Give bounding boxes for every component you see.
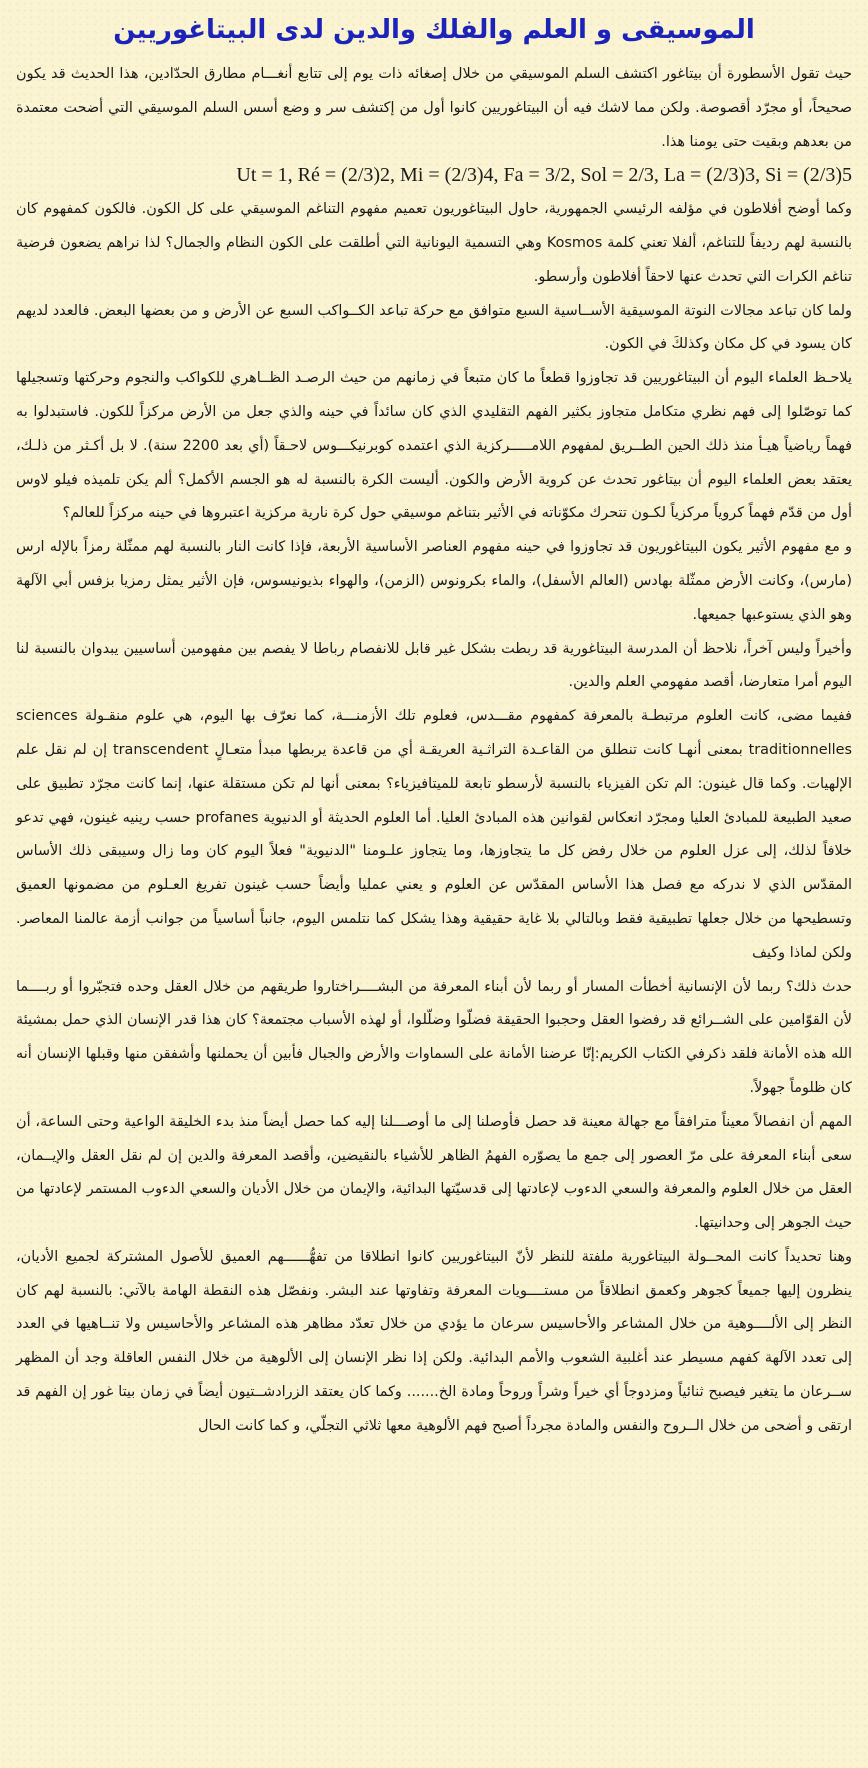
paragraph-3: ولما كان تباعد مجالات النوتة الموسيقية الأســاسية السبع متوافق مع حركة تباعد الكــواكب السبع عن الأرض و من بعضها البعض. فالعدد لديهم كان يسود في كل مكان وكذلكَ في الكون. [16, 302, 852, 353]
paragraph-6: وأخيراً وليس آخراً، نلاحظ أن المدرسة البيتاغورية قد ربطت بشكل غير قابل للانفصام رباطا لا يفصم بين مفهومين أساسيين يبدوان بالنسبة لنا اليوم أمرا متعارضا، أقصد مفهومي العلم والدين. [16, 640, 852, 691]
paragraph-2: وكما أوضح أفلاطون في مؤلفه الرئيسي الجمهورية، حاول البيتاغوريون تعميم مفهوم التناغم الموسيقي على كل الكون. فالكون كمفهوم كان بالنسبة لهم رديفاً للتناغم، ألفلا تعني كلمة Kosmos وهي التسمية اليونانية التي أطلقت على الكون النظام والجمال؟ لذا نراهم يضعون فرضية تناغم الكرات التي تحدث عنها لاحقاً أفلاطون وأرسطو. [16, 201, 852, 285]
musical-notes-ratios: Ut = 1, Ré = (2/3)2, Mi = (2/3)4, Fa = 3/2, Sol = 2/3, La = (2/3)3, Si = (2/3)5 [236, 164, 852, 187]
paragraph-5: و مع مفهوم الأثير يكون البيتاغوريون قد تجاوزوا في حينه مفهوم العناصر الأساسية الأربعة، فإذا كانت النار بالنسبة لهم ممثّلة رمزاً بالإله ارس (مارس)، وكانت الأرض ممثّلة بهادس (العالم الأسفل)، والماء بكرونوس (الزمن)، والهواء بذيونيسوس، فإن الأثير يمثل رمزيا بزفس أبي الآلهة وهو الذي يستوعبها جميعها. [16, 539, 852, 623]
paragraph-4: يلاحـظ العلماء اليوم أن البيتاغوريين قد تجاوزوا قطعاً ما كان متبعاً في زمانهم من حيث الرصـد الظــاهري للكواكب والنجوم وحركتها وتسجيلها كما توصّلوا إلى فهم نظري متكامل متجاوز بكثير الفهم التقليدي الذي كان سائداً في حينه والذي جعل من الأرض مركزاً للكون. فاستبدلوا به فهماً رياضياً هيـأ منذ ذلك الحين الطــريق لمفهوم اللامـــــركزية الذي اعتمده كوبرنيكـــوس لاحـقاً (أي بعد 2200 سنة). لا بل أكـثر من ذلـك، يعتقد بعض العلماء اليوم أن بيتاغور تحدث عن كروية الأرض والكون. أليست الكرة بالنسبة له هو الجسم الأكمل؟ ألم يكن تلميذه فيلو لاوس أول من قدّم فهماً كروياً مركزياً لكـون تتحرك مكوّناته في الأثير بتناغم موسيقي حول كرة نارية مركزية اعتبروها في حينه مركزاً للعالم؟ [16, 370, 852, 522]
paragraph-7: ففيما مضى، كانت العلوم مرتبطـة بالمعرفة كمفهوم مقـــدس، فعلوم تلك الأزمنـــة، كما نعرّف بها اليوم، هي علوم منقـولة sciences traditionnelles بمعنى أنهـا كانت تنطلق من القاعـدة التراثـية العريقـة أي من قاعدة يربطها مبدأ متعـالٍ transcendent إن لم نقل علم الإلهيات. وكما قال غينون: الم تكن الفيزياء بالنسبة لأرسطو تابعة للميتافيزياء؟ بمعنى أنها لم تكن مستقلة عنها، إنما كانت مجرّد تطبيق على صعيد الطبيعة للمبادئ العليا ومجرّد انعكاس لقوانين هذه المبادئ العليا. أما العلوم الحديثة أو الدنيوية profanes حسب رينيه غينون، فهي تدعو خلافاً لذلك، إلى عزل العلوم من خلال رفض كل ما يتجاوزها، وما يتجاوز علـومنا "الدنيوية" فعلاً اليوم كان وما زال وسيبقى ذلك الأساس المقدّس الذي لا ندركه مع فصل هذا الأساس المقدّس عن العلوم و يعني عمليا وأيضاً حسب غينون تفريغ العـلوم من مضمونها العميق وتسطيحها من خلال جعلها تطبيقية فقط وبالتالي بلا غاية حقيقية وهذا يشكل كما نتلمس اليوم، جانباً أساسياً من جوانب أزمة عالمنا المعاصر. ولكن لماذا وكيف [16, 708, 852, 961]
paragraph-1: حيث تقول الأسطورة أن بيتاغور اكتشف السلم الموسيقي من خلال إصغائه ذات يوم إلى تتابع أنغـــام مطارق الحدّادين، هذا الحديث قد يكون صحيحاً، أو مجرّد أقصوصة. ولكن مما لاشك فيه أن البيتاغوريين كانوا أول من إكتشف سر و وضع أسس السلم الموسيقي التي أضحت معتمدة من بعدهم وبقيت حتى يومنا هذا. [16, 66, 852, 150]
page-title: الموسيقى و العلم والفلك والدين لدى البيتاغوريين [113, 15, 755, 45]
paragraph-9: المهم أن انفصالاً معيناً مترافقاً مع جهالة معينة قد حصل فأوصلنا إلى ما أوصـــلنا إليه كما حصل أيضاً منذ بدء الخليقة الواعية وحتى الساعة، أن سعى أبناء المعرفة على مرّ العصور إلى جمع ما يصوّره الفهمُ الظاهر للأشياء بالنقيضين، وأقصد المعرفة والدين إن لم نقل العقل والإيــمان، العقل من خلال العلوم والمعرفة والسعي الدءوب لإعادتها إلى قدسيّتها البدائية، والإيمان من خلال الأديان والسعي الدءوب المستمر لإعادتها من حيث الجوهر إلى وحدانيتها. [16, 1113, 852, 1232]
paragraph-8: حدث ذلك؟ ربما لأن الإنسانية أخطأت المسار أو ربما لأن أبناء المعرفة من البشــــراختاروا طريقهم من خلال العقل وحده فتجبّروا أو ربــــما لأن القوّامين على الشــرائع قد رفضوا العقل وحجبوا الحقيقة فضلّوا وضلّلوا، أو لهذه الأسباب مجتمعة؟ كان هذا قدر الإنسان الذي حمل بمشيئة الله هذه الأمانة فلقد ذكرفي الكتاب الكريم:إنّا عرضنا الأمانة على السماوات والأرض والجبال فأبين أن يحملنها وأشفقن منها وقبلها الإنسان أنه كان ظلوماً جهولاً. [16, 978, 852, 1096]
paragraph-10: وهنا تحديداً كانت المحــولة البيتاغورية ملفتة للنظر لأنّ البيتاغوريين كانوا انطلاقا من تفهُّــــــهم العميق للأصول المشتركة لجميع الأديان، ينظرون إليها جميعاً كجوهر وكعمق انطلاقاً من مستــــويات المعرفة وتفاوتها عند البشر. ونفصّل هذه النقطة الهامة بالآتي: بالنسبة لهم كان النظر إلى الألــــوهية من خلال المشاعر والأحاسيس سرعان ما يؤدي من خلال تعدّد مظاهر هذه المشاعر والأحاسيس ولا تنــاهيها في العدد إلى تعدد الآلهة كفهم مسيطر عند أغلبية الشعوب والأمم البدائية. ولكن إذا نظر الإنسان إلى الألوهية من خلال النفس العاقلة وجد أن المظهر ســرعان ما يتغير فيصبح ثنائياً ومزدوجاً أي خيراً وشراً وروحاً ومادة الخ....... وكما كان يعتقد الزرادشــتيون أيضاً في زمان بيتا غور إن الفهم قد ارتقى و أضحى من خلال الــروح والنفس والمادة مجرداً أصبح فهم الألوهية معها ثلاثي التجلّي، و كما كانت الحال [16, 1248, 852, 1434]
